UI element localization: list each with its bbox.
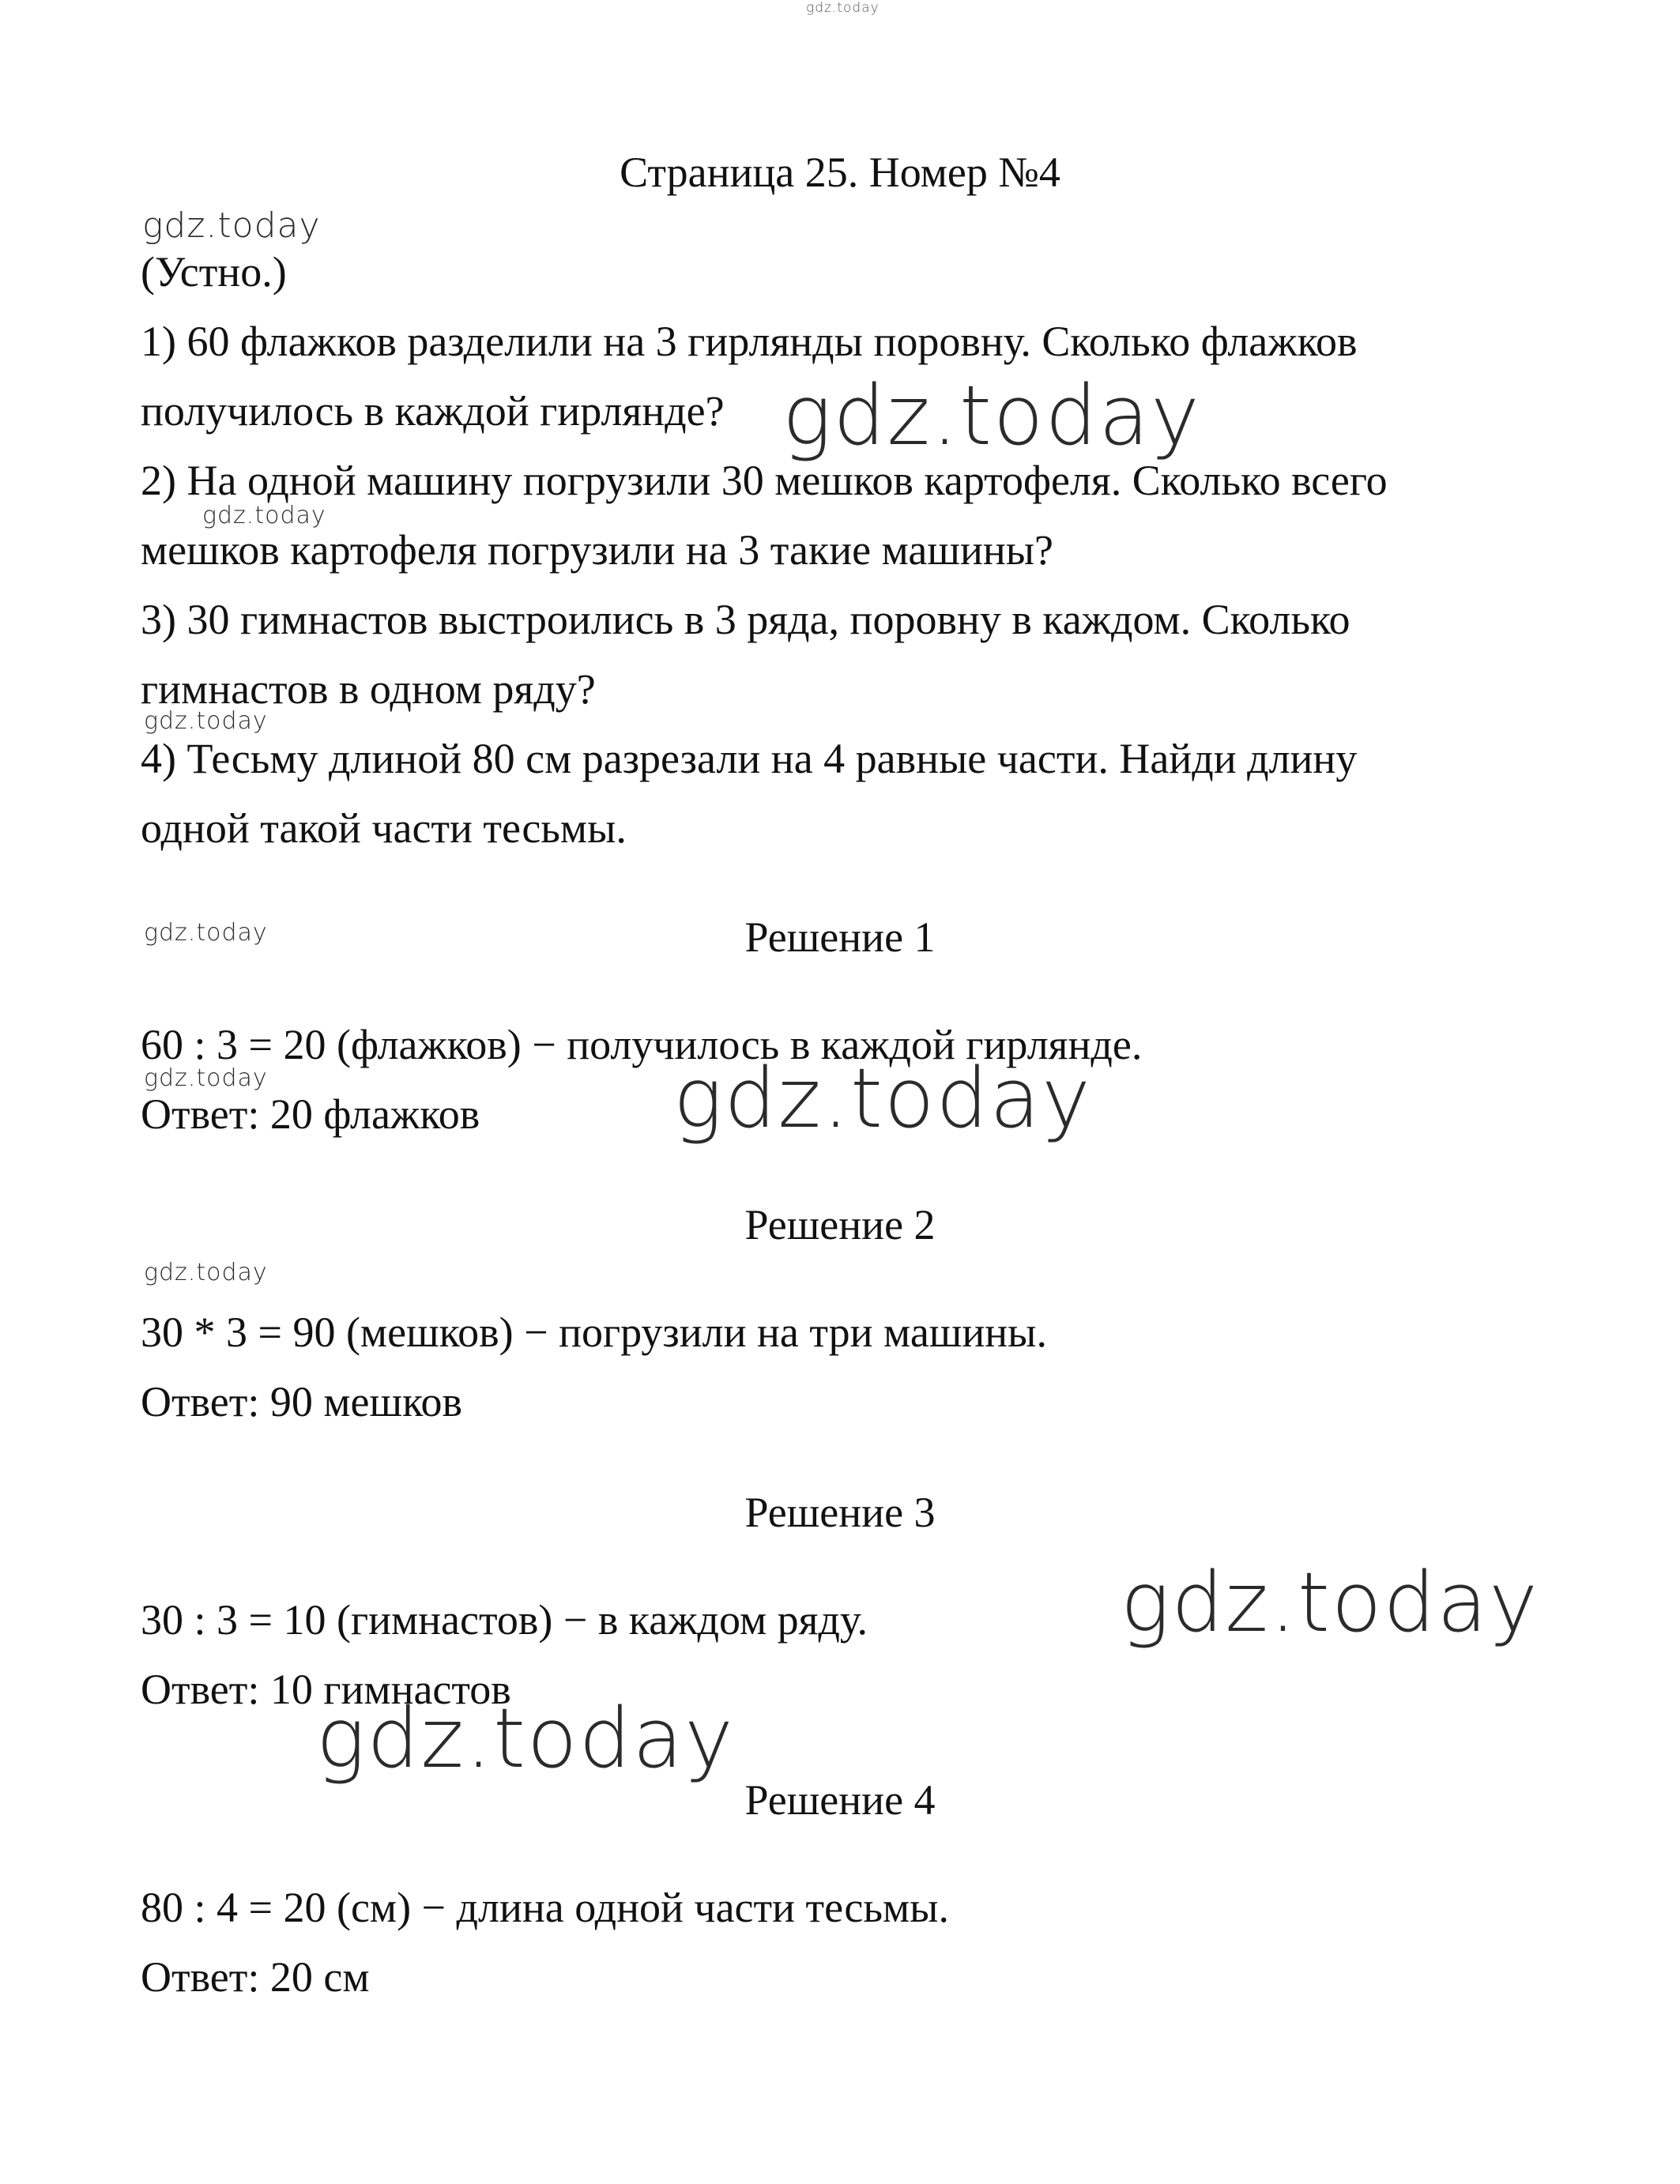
solution-calc: 80 : 4 = 20 (см) − длина одной части тесьмы. <box>141 1884 949 1931</box>
task-line: гимнастов в одном ряду? <box>141 665 596 713</box>
task-line: одной такой части тесьмы. <box>141 804 627 852</box>
task-line: 4) Тесьму длиной 80 см разрезали на 4 равные части. Найди длину <box>141 735 1358 782</box>
solution-answer: Ответ: 20 см <box>141 1953 370 2001</box>
task-note: (Устно.) <box>141 248 287 296</box>
watermark: gdz.today <box>1121 1554 1539 1651</box>
watermark: gdz.today <box>782 367 1201 464</box>
solution-answer: Ответ: 90 мешков <box>141 1378 463 1425</box>
page-title: Страница 25. Номер №4 <box>620 149 1060 196</box>
solution-heading: Решение 3 <box>744 1489 936 1536</box>
watermark: gdz.today <box>202 502 326 529</box>
task-line: 3) 30 гимнастов выстроились в 3 ряда, поровну в каждом. Сколько <box>141 596 1350 643</box>
watermark: gdz.today <box>316 1690 735 1787</box>
task-line: 1) 60 флажков разделили на 3 гирлянды поровну. Сколько флажков <box>141 318 1358 365</box>
watermark: gdz.today <box>142 205 321 246</box>
watermark: gdz.today <box>144 707 268 735</box>
solution-heading: Решение 1 <box>744 913 936 961</box>
watermark: gdz.today <box>144 1064 268 1092</box>
watermark: gdz.today <box>144 919 268 947</box>
task-line: 2) На одной машину погрузили 30 мешков картофеля. Сколько всего <box>141 457 1388 504</box>
task-line: получилось в каждой гирлянде? <box>141 387 725 435</box>
solution-answer: Ответ: 10 гимнастов <box>141 1666 511 1713</box>
solution-heading: Решение 4 <box>744 1776 936 1824</box>
solution-calc: 30 * 3 = 90 (мешков) − погрузили на три машины. <box>141 1309 1047 1356</box>
solution-answer: Ответ: 20 флажков <box>141 1090 480 1138</box>
solution-calc: 30 : 3 = 10 (гимнастов) − в каждом ряду. <box>141 1596 868 1644</box>
task-line: мешков картофеля погрузили на 3 такие машины? <box>141 526 1054 574</box>
header-watermark: gdz.today <box>806 0 880 16</box>
watermark: gdz.today <box>144 1259 268 1286</box>
watermark: gdz.today <box>673 1050 1092 1147</box>
solution-calc: 60 : 3 = 20 (флажков) − получилось в каждой гирлянде. <box>141 1021 1143 1068</box>
solution-heading: Решение 2 <box>744 1201 936 1248</box>
